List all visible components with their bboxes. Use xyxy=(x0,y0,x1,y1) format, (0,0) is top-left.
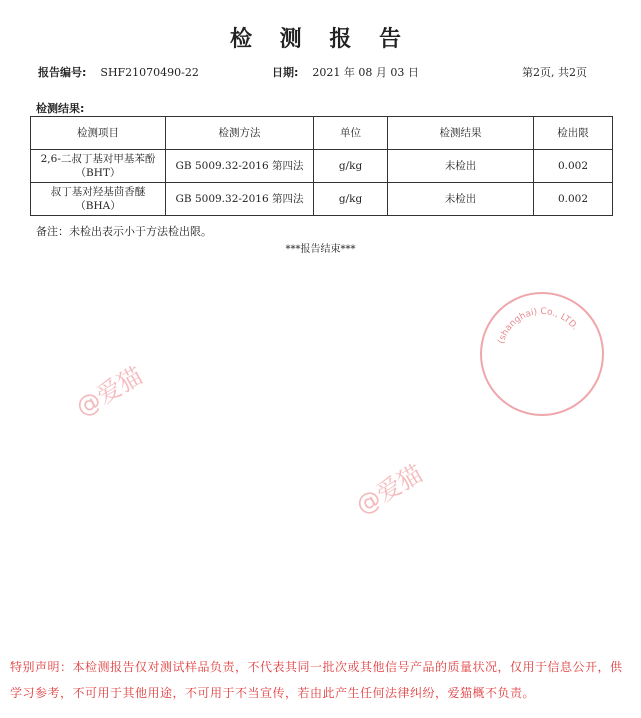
cell-result: 未检出 xyxy=(388,183,534,216)
table-row xyxy=(31,150,613,183)
header-item: 检测项目 xyxy=(31,117,166,150)
report-end-marker: ***报告结束*** xyxy=(285,244,356,255)
cell-unit: g/kg xyxy=(314,183,388,216)
seal-text: (shanghai) Co., LTD. xyxy=(496,306,580,345)
header-method: 检测方法 xyxy=(166,117,314,150)
company-seal-stamp xyxy=(480,292,604,416)
cell-unit: g/kg xyxy=(314,150,388,183)
header-unit: 单位 xyxy=(314,117,388,150)
table-row xyxy=(31,183,613,216)
report-date-label: 日期: xyxy=(272,66,299,79)
report-date-value: 2021 年 08 月 03 日 xyxy=(312,66,419,79)
cell-item: 2,6-二叔丁基对甲基苯酚 （BHT） xyxy=(31,150,166,183)
report-number xyxy=(38,64,199,80)
cell-method: GB 5009.32-2016 第四法 xyxy=(166,150,314,183)
cell-result: 未检出 xyxy=(388,150,534,183)
watermark: @爱猫 xyxy=(351,459,428,520)
header-limit: 检出限 xyxy=(534,117,613,150)
report-date xyxy=(272,64,419,80)
report-title: 检 测 报 告 xyxy=(230,27,411,52)
cell-limit: 0.002 xyxy=(534,150,613,183)
watermark: @爱猫 xyxy=(71,361,148,422)
header-result: 检测结果 xyxy=(388,117,534,150)
cell-item: 叔丁基对羟基茴香醚 （BHA） xyxy=(31,183,166,216)
report-number-label: 报告编号: xyxy=(38,66,87,79)
cell-method: GB 5009.32-2016 第四法 xyxy=(166,183,314,216)
table-header-row xyxy=(31,117,613,150)
results-table xyxy=(30,116,613,216)
cell-limit: 0.002 xyxy=(534,183,613,216)
report-number-value: SHF21070490-22 xyxy=(100,66,199,79)
section-label: 检测结果: xyxy=(36,102,85,115)
page-indicator: 第2页, 共2页 xyxy=(522,66,587,79)
disclaimer: 特别声明：本检测报告仅对测试样品负责，不代表其同一批次或其他信号产品的质量状况，仅用于信息公开，供学习参考，不可用于其他用途，不可用于不当宣传，若由此产生任何法律纠纷，爱猫概不负责。 xyxy=(10,660,623,700)
note: 备注：未检出表示小于方法检出限。 xyxy=(36,225,212,238)
